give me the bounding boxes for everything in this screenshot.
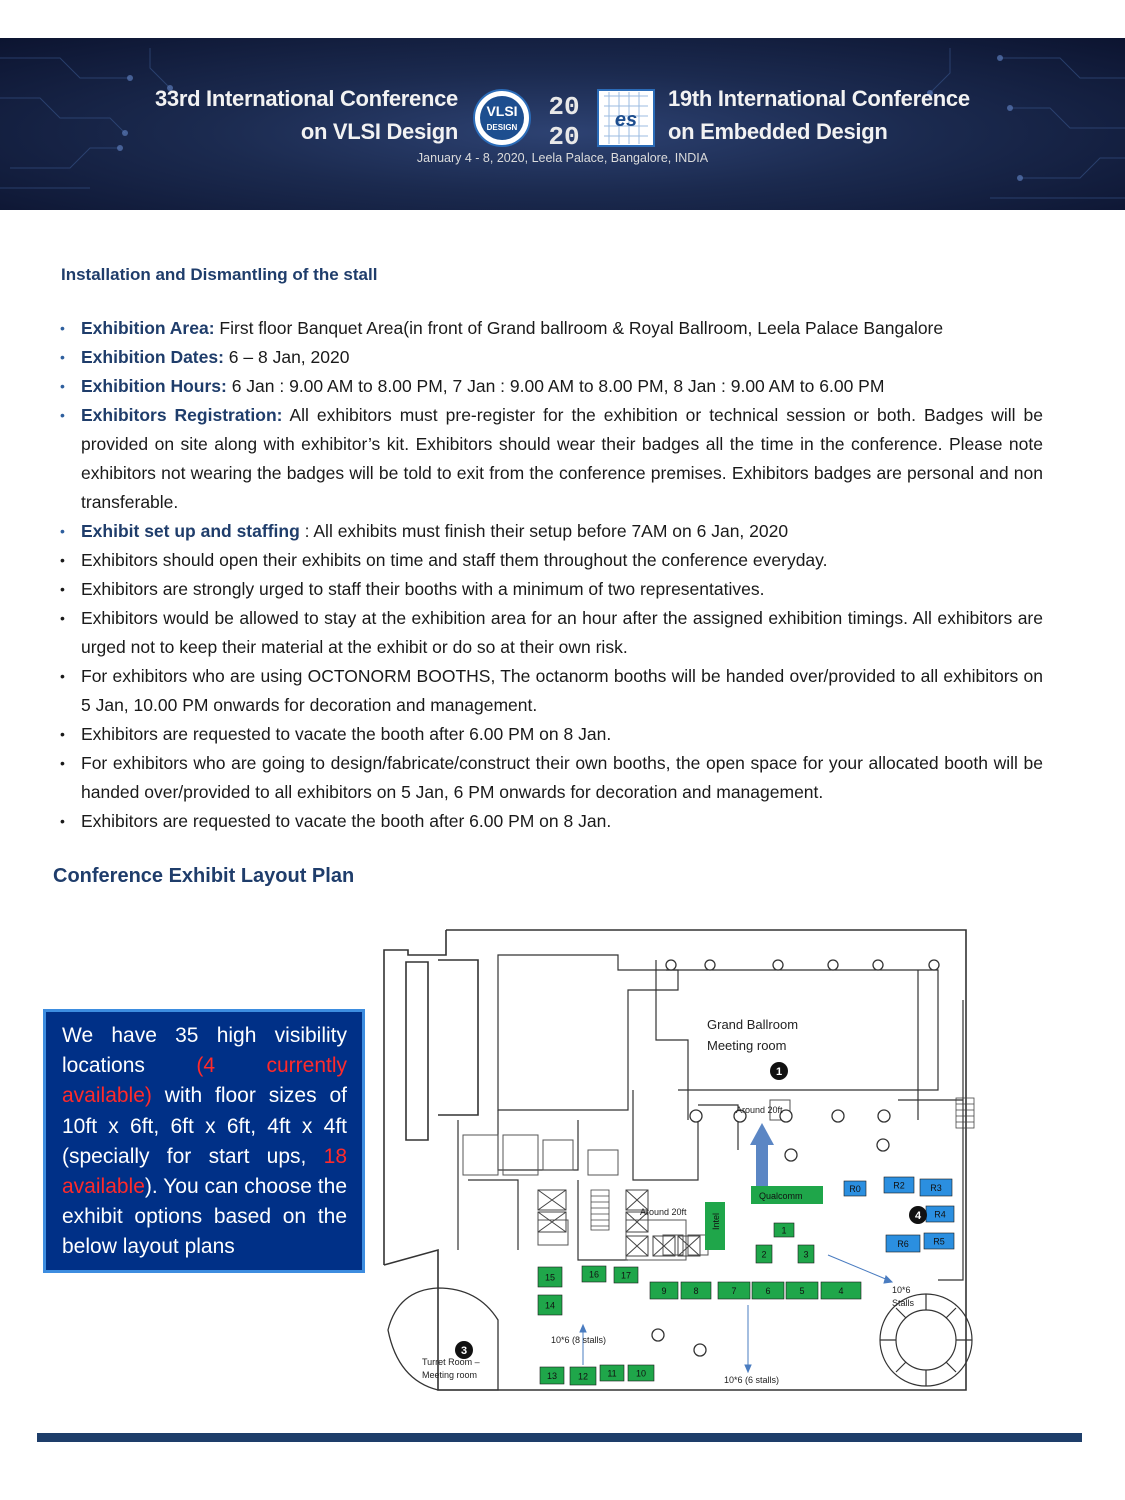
- rule-item: [58, 807, 1043, 836]
- around-20ft-mid-label: Around 20ft: [640, 1207, 687, 1217]
- stall-label: 3: [803, 1249, 809, 1260]
- rule-item: [58, 372, 1043, 401]
- rule-item: [58, 401, 1043, 517]
- rule-text: For exhibitors who are going to design/fabricate/construct their own booths, the open space for your allocated booth will be handed over/provided to all exhibitors on 5 Jan, 6 PM onwards for decoration and management.: [81, 753, 1043, 802]
- rule-label: Exhibition Hours:: [81, 376, 227, 396]
- bullet-icon: •: [60, 755, 65, 771]
- stall-label: 16: [588, 1269, 600, 1280]
- rule-text: For exhibitors who are using OCTONORM BOOTHS, The octanorm booths will be handed over/provided to all exhibitors on 5 Jan, 10.00 PM onwards for decoration and management.: [81, 666, 1043, 715]
- rule-text: All exhibitors must pre-register for the exhibition or technical session or both. Badges will be provided on site along with exhibitor’s kit. Exhibitors should wear their badges all the time in the conference. Please note exhibitors not wearing the badges will be told to exit from the conference premises. Exhibitors badges are personal and non transferable.: [81, 405, 1043, 512]
- conference-banner: [0, 38, 1125, 210]
- stall-label: 11: [607, 1368, 617, 1379]
- qualcomm-label: Qualcomm: [759, 1191, 803, 1201]
- rule-label: Exhibition Dates:: [81, 347, 224, 367]
- embedded-title-line1: 19th International Conference: [668, 86, 970, 111]
- stall-label: 5: [799, 1286, 805, 1296]
- rule-item: [58, 575, 1043, 604]
- bullet-icon: •: [60, 320, 65, 336]
- stall-label: R0: [849, 1184, 861, 1194]
- vlsi-conference-title: [140, 82, 458, 148]
- conference-dates-venue: January 4 - 8, 2020, Leela Palace, Bangalore, INDIA: [416, 151, 709, 165]
- rule-text: Exhibitors should open their exhibits on time and staff them throughout the conference everyday.: [81, 550, 828, 570]
- installation-section-title: Installation and Dismantling of the stall: [61, 265, 378, 284]
- stall-label: 17: [620, 1270, 632, 1281]
- infobox-startup-highlight: 18 available: [62, 1144, 347, 1199]
- stall-label: 7: [731, 1286, 737, 1296]
- rule-text: : All exhibits must finish their setup before 7AM on 6 Jan, 2020: [299, 521, 789, 541]
- stall-label: 2: [761, 1249, 767, 1260]
- rule-label: Exhibition Area:: [81, 318, 215, 338]
- layout-plan-title: Conference Exhibit Layout Plan: [53, 865, 355, 887]
- rule-text: 6 – 8 Jan, 2020: [223, 347, 350, 367]
- turret-room-label: Turret Room –: [422, 1357, 480, 1367]
- rule-text: Exhibitors would be allowed to stay at the exhibition area for an hour after the assigned exhibition timings. All exhibitors are urged not to keep their material at the exhibit or do so at their own risk.: [81, 608, 1043, 657]
- logo-year-bottom: 20: [548, 122, 580, 150]
- room-1-number: 1: [775, 1066, 783, 1078]
- grand-ballroom-meeting-label: Meeting room: [707, 1038, 787, 1053]
- infobox-text-3: ). You can choose the exhibit options based on the below layout plans: [62, 1175, 347, 1259]
- vlsi-title-line2: on VLSI Design: [300, 119, 458, 144]
- intel-label: Intel: [711, 1212, 721, 1230]
- bullet-icon: •: [60, 581, 65, 597]
- logo-design-text: DESIGN: [486, 123, 518, 132]
- room-3-number: 3: [460, 1345, 468, 1357]
- rule-label: Exhibitors Registration:: [81, 405, 283, 425]
- ten-by-six-eight-stalls-label: 10*6 (8 stalls): [551, 1335, 607, 1345]
- bullet-icon: •: [60, 610, 65, 626]
- ten-by-six-six-stalls-label: 10*6 (6 stalls): [724, 1375, 780, 1385]
- rule-text: First floor Banquet Area(in front of Grand ballroom & Royal Ballroom, Leela Palace Bangalore: [214, 318, 944, 338]
- rule-item: [58, 749, 1043, 807]
- stall-label: R4: [934, 1209, 946, 1220]
- stall-label: 1: [781, 1225, 787, 1236]
- turret-meeting-label: Meeting room: [422, 1370, 478, 1380]
- vlsi-2020-logo: [472, 86, 657, 150]
- rule-item: [58, 343, 1043, 372]
- stall-label: 15: [544, 1272, 556, 1283]
- rule-text: Exhibitors are requested to vacate the booth after 6.00 PM on 8 Jan.: [81, 724, 612, 744]
- logo-vlsi-text: VLSI: [486, 103, 518, 119]
- logo-year-top: 20: [548, 92, 580, 122]
- rule-item: [58, 662, 1043, 720]
- bullet-icon: •: [60, 668, 65, 684]
- stall-label: 10: [635, 1368, 647, 1379]
- bullet-icon: •: [60, 378, 65, 394]
- visibility-info-box: [43, 1009, 365, 1273]
- stall-label: 12: [577, 1371, 589, 1382]
- rule-item: [58, 314, 1043, 343]
- bullet-icon: •: [60, 407, 65, 423]
- stall-label: R3: [930, 1183, 942, 1193]
- around-20ft-top-label: Around 20ft: [736, 1105, 783, 1115]
- room-4-number: 4: [914, 1210, 922, 1222]
- stall-label: R6: [897, 1239, 909, 1249]
- ten-by-six-label: 10*6: [892, 1285, 911, 1295]
- infobox-available-highlight: (4 currently available): [62, 1054, 347, 1108]
- bullet-icon: •: [60, 813, 65, 829]
- installation-rules-list: [58, 314, 1043, 836]
- stall-label: 13: [546, 1371, 558, 1381]
- stall-label: 9: [661, 1286, 667, 1296]
- rule-item: [58, 546, 1043, 575]
- rule-text: 6 Jan : 9.00 AM to 8.00 PM, 7 Jan : 9.00 AM to 8.00 PM, 8 Jan : 9.00 AM to 6.00 PM: [226, 376, 885, 396]
- grand-ballroom-label: Grand Ballroom: [707, 1017, 799, 1032]
- infobox-text-2: with floor sizes of 10ft x 6ft, 6ft x 6ft, 4ft x 4ft (specially for start ups,: [62, 1084, 347, 1168]
- stall-label: 14: [544, 1300, 556, 1311]
- rule-item: [58, 604, 1043, 662]
- exhibit-floor-plan: [378, 920, 990, 1404]
- stall-label: 6: [765, 1286, 771, 1296]
- footer-bar: [37, 1433, 1082, 1442]
- vlsi-title-line1: 33rd International Conference: [154, 86, 458, 111]
- rule-item: [58, 720, 1043, 749]
- bullet-icon: •: [60, 523, 65, 539]
- rule-item: [58, 517, 1043, 546]
- rule-label: Exhibit set up and staffing: [81, 521, 300, 541]
- embedded-title-line2: on Embedded Design: [668, 119, 888, 144]
- stall-label: R5: [933, 1236, 945, 1247]
- bullet-icon: •: [60, 726, 65, 742]
- rule-text: Exhibitors are requested to vacate the booth after 6.00 PM on 8 Jan.: [81, 811, 612, 831]
- up-arrow-icon: [750, 1123, 774, 1190]
- bullet-icon: •: [60, 552, 65, 568]
- stall-label: R2: [893, 1180, 905, 1191]
- embedded-conference-title: [668, 82, 1008, 148]
- stall-label: 8: [693, 1286, 699, 1296]
- bullet-icon: •: [60, 349, 65, 365]
- stall-label: 4: [838, 1286, 844, 1296]
- stalls-label: Stalls: [892, 1298, 915, 1308]
- logo-es-text: es: [614, 109, 638, 131]
- infobox-text-1: We have 35 high visibility locations: [62, 1024, 347, 1078]
- rule-text: Exhibitors are strongly urged to staff their booths with a minimum of two representatives.: [81, 579, 765, 599]
